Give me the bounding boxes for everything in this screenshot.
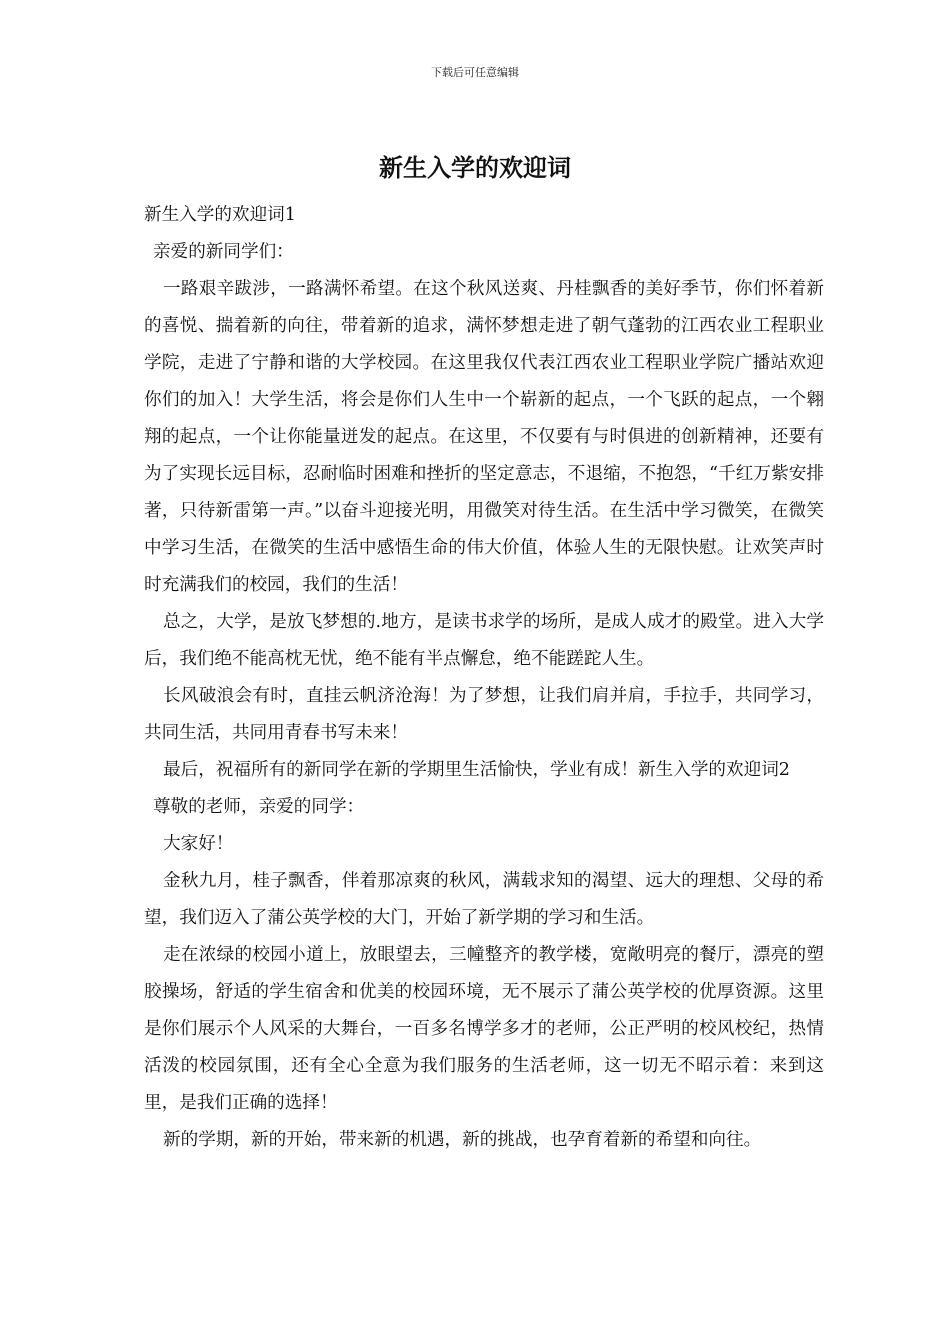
- body-paragraph: 长风破浪会有时，直挂云帆济沧海！为了梦想，让我们肩并肩，手拉手，共同学习，共同生活，共同用青春书写未来！: [144, 686, 824, 743]
- body-paragraph: 金秋九月，桂子飘香，伴着那凉爽的秋风，满载求知的渴望、远大的理想、父母的希望，我们迈入了蒲公英学校的大门，开始了新学期的学习和生活。: [144, 871, 824, 928]
- document-title: 新生入学的欢迎词: [379, 153, 571, 182]
- salutation-2: 尊敬的老师，亲爱的同学：: [153, 797, 365, 817]
- document-body: [144, 197, 824, 1159]
- greeting: 大家好！: [163, 834, 234, 854]
- page-header-note: 下载后可任意编辑: [431, 66, 519, 79]
- section-heading-1: 新生入学的欢迎词1: [144, 205, 296, 225]
- body-paragraph: 一路艰辛跋涉，一路满怀希望。在这个秋风送爽、丹桂飘香的美好季节，你们怀着新的喜悦、揣着新的向往，带着新的追求，满怀梦想走进了朝气蓬勃的江西农业工程职业学院，走进了宁静和谐的大学校园。在这里我仅代表江西农业工程职业学院广播站欢迎你们的加入！大学生活，将会是你们人生中一个崭新的起点，一个飞跃的起点，一个翱翔的起点，一个让你能量迸发的起点。在这里，不仅要有与时俱进的创新精神，还要有为了实现长远目标，忍耐临时困难和挫折的坚定意志，不退缩，不抱怨，“千红万紫安排著，只待新雷第一声。”以奋斗迎接光明，用微笑对待生活。在生活中学习微笑，在微笑中学习生活，在微笑的生活中感悟生命的伟大价值，体验人生的无限快慰。让欢笑声时时充满我们的校园，我们的生活！: [144, 279, 824, 595]
- body-paragraph: 走在浓绿的校园小道上，放眼望去，三幢整齐的教学楼，宽敞明亮的餐厅，漂亮的塑胶操场，舒适的学生宿舍和优美的校园环境，无不展示了蒲公英学校的优厚资源。这里是你们展示个人风采的大舞台，一百多名博学多才的老师，公正严明的校风校纪，热情活泼的校园氛围，还有全心全意为我们服务的生活老师，这一切无不昭示着：来到这里，是我们正确的选择！: [144, 945, 824, 1113]
- body-paragraph: 总之，大学，是放飞梦想的.地方，是读书求学的场所，是成人成才的殿堂。进入大学后，我们绝不能高枕无忧，绝不能有半点懈怠，绝不能蹉跎人生。: [144, 612, 824, 669]
- body-paragraph: 最后，祝福所有的新同学在新的学期里生活愉快，学业有成！新生入学的欢迎词2: [163, 760, 790, 780]
- salutation-1: 亲爱的新同学们：: [153, 242, 294, 262]
- body-paragraph: 新的学期，新的开始，带来新的机遇，新的挑战，也孕育着新的希望和向往。: [163, 1130, 762, 1150]
